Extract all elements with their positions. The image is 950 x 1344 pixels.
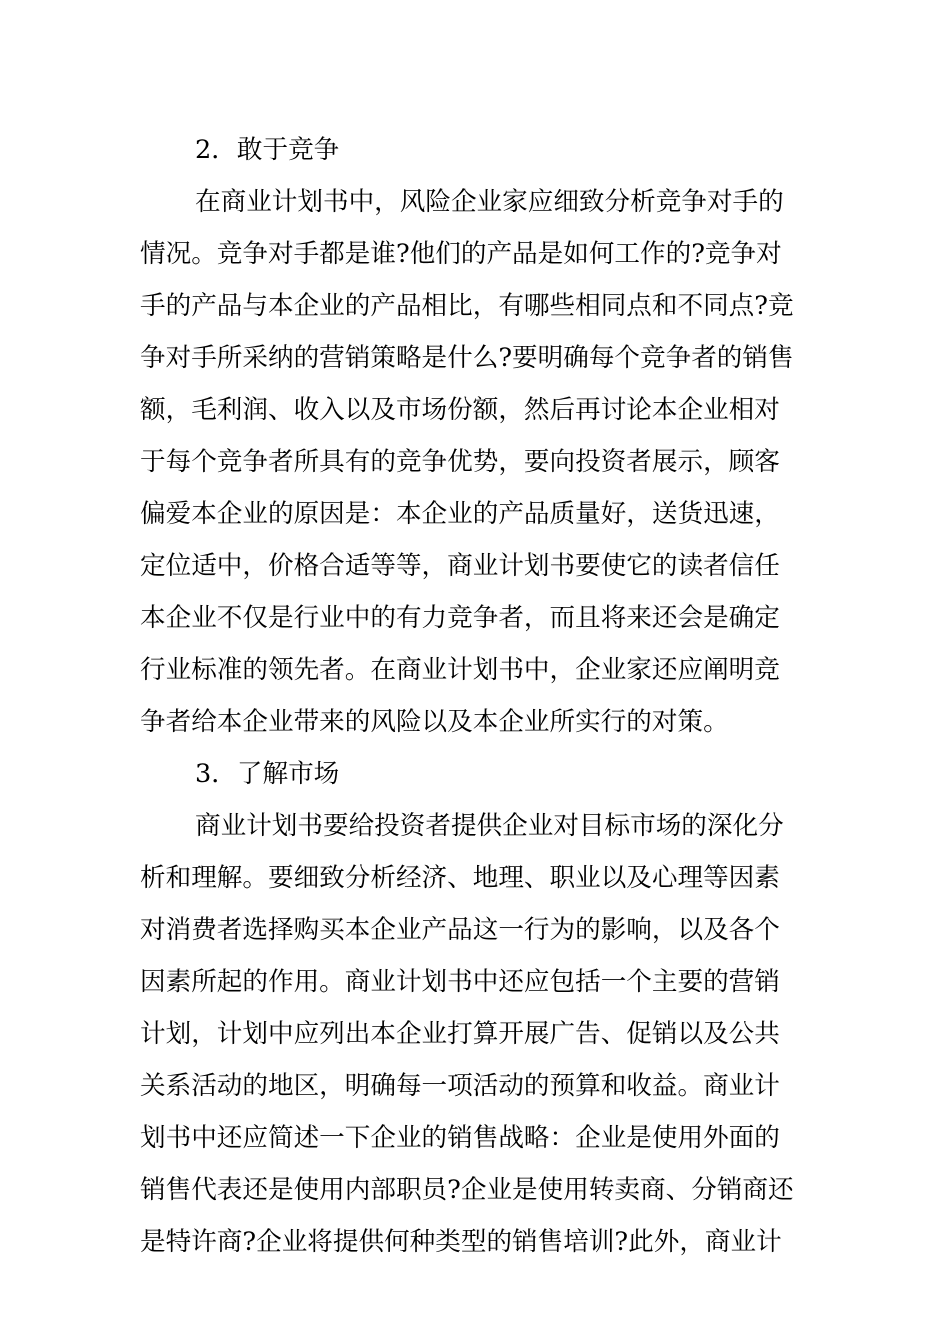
paragraph-line: 本企业不仅是行业中的有力竞争者，而且将来还会是确定 — [140, 603, 780, 633]
paragraph-line: 行业标准的领先者。在商业计划书中，企业家还应阐明竞 — [140, 655, 780, 685]
paragraph-line: 计划，计划中应列出本企业打算开展广告、促销以及公共 — [140, 1019, 780, 1049]
paragraph-line: 争对手所采纳的营销策略是什么?要明确每个竞争者的销售 — [140, 343, 794, 373]
paragraph-line: 于每个竞争者所具有的竞争优势，要向投资者展示，顾客 — [140, 447, 780, 477]
section-heading-market: 3．了解市场 — [195, 759, 340, 789]
paragraph-line: 额，毛利润、收入以及市场份额，然后再讨论本企业相对 — [140, 395, 780, 425]
paragraph-line: 析和理解。要细致分析经济、地理、职业以及心理等因素 — [140, 863, 780, 893]
paragraph-line: 因素所起的作用。商业计划书中还应包括一个主要的营销 — [140, 967, 780, 997]
paragraph-line: 手的产品与本企业的产品相比，有哪些相同点和不同点?竞 — [140, 291, 794, 321]
paragraph-line: 定位适中，价格合适等等，商业计划书要使它的读者信任 — [140, 551, 780, 581]
paragraph-line: 情况。竞争对手都是谁?他们的产品是如何工作的?竞争对 — [140, 239, 782, 269]
section-heading-competition: 2．敢于竞争 — [195, 135, 340, 165]
paragraph-line: 在商业计划书中，风险企业家应细致分析竞争对手的 — [195, 187, 784, 217]
paragraph-line: 争者给本企业带来的风险以及本企业所实行的对策。 — [140, 707, 729, 737]
paragraph-line: 划书中还应简述一下企业的销售战略：企业是使用外面的 — [140, 1123, 780, 1153]
paragraph-line: 偏爱本企业的原因是：本企业的产品质量好，送货迅速， — [140, 499, 780, 529]
paragraph-line: 商业计划书要给投资者提供企业对目标市场的深化分 — [195, 811, 784, 841]
paragraph-line: 销售代表还是使用内部职员?企业是使用转卖商、分销商还 — [140, 1175, 794, 1205]
paragraph-line: 对消费者选择购买本企业产品这一行为的影响，以及各个 — [140, 915, 780, 945]
paragraph-line: 是特许商?企业将提供何种类型的销售培训?此外，商业计 — [140, 1227, 782, 1257]
paragraph-line: 关系活动的地区，明确每一项活动的预算和收益。商业计 — [140, 1071, 780, 1101]
